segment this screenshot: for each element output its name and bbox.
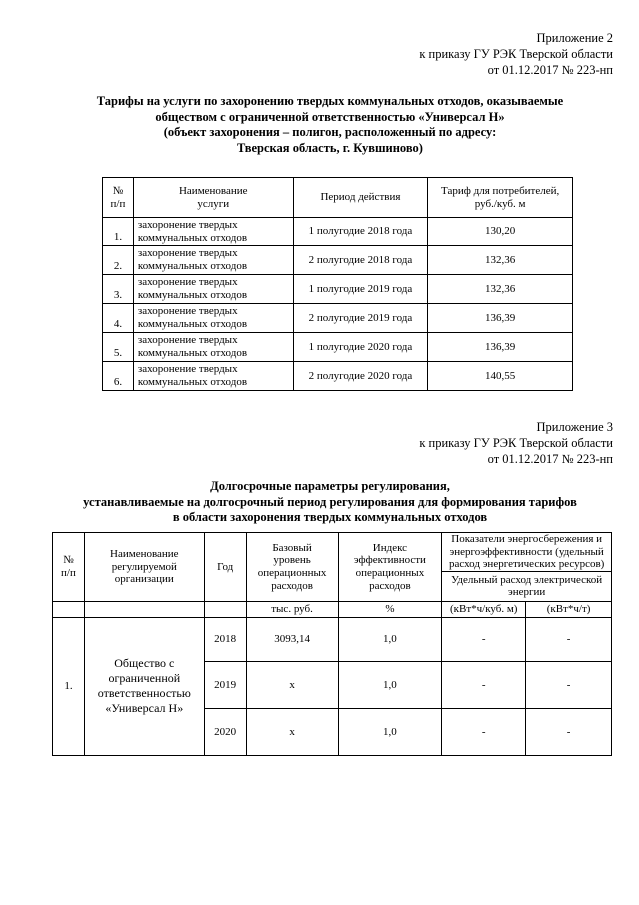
title-line: Долгосрочные параметры регулирования, — [210, 479, 450, 493]
row-number: 1. — [103, 218, 134, 246]
col-header-efficiency-index: Индекс эффективности операционных расходов — [338, 533, 442, 602]
title-line: в области захоронения твердых коммунальных отходов — [172, 510, 488, 524]
energy-per-m3: - — [442, 661, 526, 708]
period: 1 полугодие 2018 года — [293, 218, 428, 246]
period: 1 полугодие 2019 года — [293, 275, 428, 304]
tariff-table — [102, 177, 573, 391]
params-header-row — [53, 533, 612, 572]
col-header-service: Наименование услуги — [133, 178, 293, 218]
table-row — [103, 362, 573, 391]
appendix3-label: Приложение 3 — [536, 420, 613, 434]
table-row — [103, 275, 573, 304]
title-line: Тарифы на услуги по захоронению твердых коммунальных отходов, оказываемые — [96, 94, 564, 108]
service-name: захоронение твердых коммунальных отходов — [133, 275, 293, 304]
col-header-year: Год — [204, 533, 246, 602]
efficiency-index: 1,0 — [338, 708, 442, 755]
table-row — [53, 617, 612, 661]
efficiency-index: 1,0 — [338, 661, 442, 708]
energy-per-t: - — [526, 617, 612, 661]
unit-index: % — [338, 601, 442, 617]
title-line: Тверская область, г. Кувшиново) — [237, 140, 423, 155]
appendix2-date: от 01.12.2017 № 223-нп — [487, 63, 613, 77]
appendix2-heading — [293, 30, 613, 78]
base-level: 3093,14 — [246, 617, 338, 661]
appendix2-title — [60, 94, 600, 156]
service-name: захоронение твердых коммунальных отходов — [133, 246, 293, 275]
energy-per-m3: - — [442, 708, 526, 755]
col-header-energy-saving: Показатели энергосбережения и энергоэффективности (удельный расход энергетических ресурсов) — [442, 533, 612, 572]
tariff-value: 132,36 — [428, 246, 573, 275]
tariff-value: 136,39 — [428, 333, 573, 362]
col-header-electric-consumption: Удельный расход электрической энергии — [442, 571, 612, 601]
appendix3-heading — [293, 419, 613, 467]
col-header-base-level: Базовый уровень операционных расходов — [246, 533, 338, 602]
unit-base: тыс. руб. — [246, 601, 338, 617]
service-name: захоронение твердых коммунальных отходов — [133, 333, 293, 362]
tariff-value: 130,20 — [428, 218, 573, 246]
period: 2 полугодие 2018 года — [293, 246, 428, 275]
appendix3-order: к приказу ГУ РЭК Тверской области — [419, 436, 613, 450]
period: 1 полугодие 2020 года — [293, 333, 428, 362]
title-line: (объект захоронения – полигон, расположенный по адресу: — [163, 125, 497, 139]
col-header-tariff: Тариф для потребителей, руб./куб. м — [428, 178, 573, 218]
row-number: 2. — [103, 246, 134, 275]
year: 2019 — [204, 661, 246, 708]
service-name: захоронение твердых коммунальных отходов — [133, 304, 293, 333]
year: 2020 — [204, 708, 246, 755]
period: 2 полугодие 2020 года — [293, 362, 428, 391]
table-row — [103, 218, 573, 246]
base-level: х — [246, 661, 338, 708]
parameters-table — [52, 532, 612, 756]
col-header-organization: Наименование регулируемой организации — [84, 533, 204, 602]
organization-name: Общество с ограниченной ответственностью «Универсал Н» — [84, 617, 204, 755]
service-name: захоронение твердых коммунальных отходов — [133, 362, 293, 391]
year: 2018 — [204, 617, 246, 661]
tariff-value: 132,36 — [428, 275, 573, 304]
row-number: 4. — [103, 304, 134, 333]
row-number: 5. — [103, 333, 134, 362]
row-number: 6. — [103, 362, 134, 391]
table-row — [103, 333, 573, 362]
col-header-period: Период действия — [293, 178, 428, 218]
tariff-value: 140,55 — [428, 362, 573, 391]
energy-per-t: - — [526, 708, 612, 755]
unit-kwh-per-m3: (кВт*ч/куб. м) — [442, 601, 526, 617]
title-line: обществом с ограниченной ответственностью «Универсал Н» — [155, 109, 505, 124]
tariff-value: 136,39 — [428, 304, 573, 333]
table-row — [103, 246, 573, 275]
tariff-header-row — [103, 178, 573, 218]
appendix3-date: от 01.12.2017 № 223-нп — [487, 452, 613, 466]
appendix2-order: к приказу ГУ РЭК Тверской области — [419, 47, 613, 61]
base-level: х — [246, 708, 338, 755]
period: 2 полугодие 2019 года — [293, 304, 428, 333]
energy-per-m3: - — [442, 617, 526, 661]
efficiency-index: 1,0 — [338, 617, 442, 661]
appendix3-title — [40, 479, 620, 526]
col-header-num: № п/п — [103, 178, 134, 218]
service-name: захоронение твердых коммунальных отходов — [133, 218, 293, 246]
unit-kwh-per-t: (кВт*ч/т) — [526, 601, 612, 617]
appendix2-label: Приложение 2 — [536, 31, 613, 45]
row-number: 3. — [103, 275, 134, 304]
row-number: 1. — [53, 617, 85, 755]
energy-per-t: - — [526, 661, 612, 708]
table-row — [103, 304, 573, 333]
params-units-row — [53, 601, 612, 617]
title-line: устанавливаемые на долгосрочный период регулирования для формирования тарифов — [83, 494, 577, 509]
col-header-num: № п/п — [53, 533, 85, 602]
